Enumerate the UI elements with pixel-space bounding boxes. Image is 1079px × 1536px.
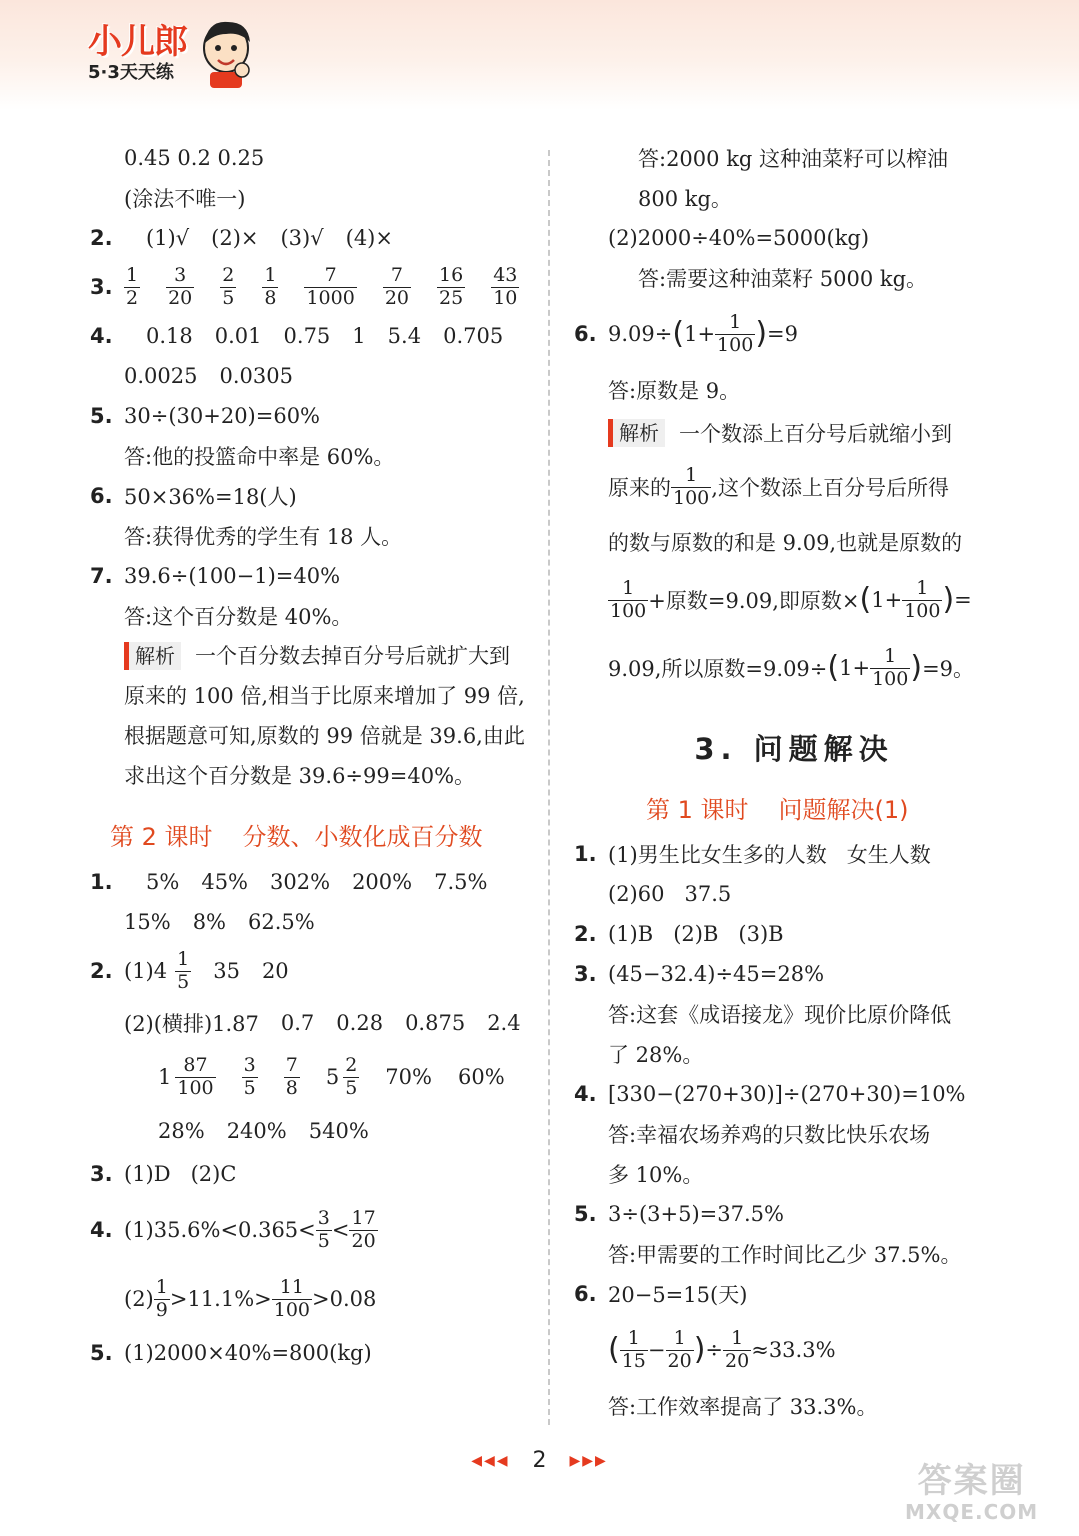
expression: 1+ (684, 322, 716, 346)
answer-item: 0.705 (443, 324, 504, 348)
practice-4-part-2 (90, 1266, 530, 1332)
mascot-boy-icon (196, 18, 258, 90)
fraction: $\frac{1}{100}$ (872, 644, 909, 690)
expression: 3÷(3+5)=37.5% (608, 1202, 784, 1226)
lesson-title: 分数、小数化成百分数 (242, 823, 483, 851)
watermark-url: MXQE.COM (905, 1500, 1039, 1524)
practice-1 (90, 862, 530, 902)
fraction: $\frac{1}{2}$ (126, 263, 139, 309)
fraction: $\frac{1}{8}$ (264, 263, 277, 309)
question-number: 1. (90, 870, 113, 894)
brand-title: 小儿郎 (88, 22, 187, 62)
lesson-number: 第 2 课时 (110, 823, 213, 851)
fraction: $\frac{1}{20}$ (725, 1326, 750, 1372)
fraction: $\frac{7}{20}$ (384, 263, 410, 309)
part-label: (2) (124, 1287, 154, 1311)
practice-5 (90, 1332, 530, 1374)
answer-item: 240% (226, 1119, 287, 1143)
solve-1 (574, 834, 1014, 874)
question-4 (90, 316, 530, 356)
section-title: 3. 问题解决 (694, 732, 894, 766)
operator: − (647, 1338, 666, 1362)
solve-2 (574, 914, 1014, 954)
analysis-text: +原数=9.09,即原数× (648, 589, 860, 613)
analysis-text: =9。 (922, 657, 975, 681)
practice-4 (90, 1194, 530, 1266)
analysis-text: 9.09,所以原数=9.09÷ (608, 657, 828, 681)
answer-item: 0.18 (146, 324, 193, 348)
answer-item: (2)× (211, 226, 259, 250)
expression: (1)2000×40%=800(kg) (124, 1341, 372, 1365)
operator: ÷ (705, 1338, 724, 1362)
question-number: 3. (90, 275, 113, 299)
answer-item: (4)× (345, 226, 393, 250)
expression: 39.6÷(100−1)=40% (124, 564, 341, 588)
inequality: >0.08 (312, 1287, 377, 1311)
analysis-text: 一个百分数去掉百分号后就扩大到原来的 100 倍,相当于比原来增加了 99 倍,根据题意可知,原数的 99 倍就是 39.6,由此求出这个百分数是 39.6÷99=40%。 (124, 644, 525, 788)
paren: ( (859, 582, 872, 617)
answer-item: 0.28 (336, 1011, 384, 1035)
expression: [330−(270+30)]÷(270+30)=10% (608, 1082, 966, 1106)
analysis-label: 解析 (124, 642, 181, 670)
fraction: $\frac{87}{100}$ (177, 1053, 214, 1099)
practice-2 (90, 942, 530, 1000)
answer-sentence: 答:原数是 9。 (608, 379, 741, 403)
practice-1-line-2 (90, 902, 530, 942)
question-number: 4. (90, 1218, 113, 1242)
mixed-whole: 1 (158, 1065, 172, 1089)
analysis-line-5 (574, 634, 1014, 702)
analysis-text: = (954, 588, 972, 612)
expression: (45−32.4)÷45=28% (608, 962, 825, 986)
mixed-whole: 5 (325, 1065, 340, 1089)
analysis-text: 原来的 (608, 476, 671, 500)
fraction: $\frac{1}{100}$ (610, 576, 647, 622)
fraction: $\frac{3}{5}$ (243, 1053, 256, 1099)
solve-3 (574, 954, 1014, 994)
answer-item: 5.4 (387, 324, 422, 348)
answer-item: 302% (270, 870, 331, 894)
practice-2-row-d (90, 1108, 530, 1154)
answer-item: 35 (213, 959, 240, 983)
brand-series: 5·3天天练 (88, 62, 174, 83)
analysis-text: ,这个数添上百分号后所得 (711, 476, 949, 500)
answer-item: 0.875 (405, 1011, 466, 1035)
question-number: 4. (90, 324, 113, 348)
fraction: $\frac{1}{100}$ (717, 310, 754, 356)
answer-item: 15% (124, 910, 171, 934)
fraction: $\frac{43}{10}$ (493, 263, 518, 309)
analysis-text: 1+ (839, 656, 871, 680)
left-arrows-icon: ◀◀◀ (471, 1453, 510, 1469)
question-number: 2. (574, 922, 597, 946)
question-number: 6. (574, 322, 597, 346)
question-number: 3. (574, 962, 597, 986)
fraction: $\frac{1}{15}$ (621, 1326, 646, 1372)
paren: ) (693, 1332, 706, 1367)
answer-item: (3)√ (280, 226, 324, 250)
expression: 9.09÷ (608, 322, 673, 346)
fraction: $\frac{1}{5}$ (177, 947, 190, 993)
answer-sentence: 答:2000 kg 这种油菜籽可以榨油 (638, 147, 949, 171)
fraction: $\frac{1}{100}$ (904, 576, 941, 622)
fraction: $\frac{3}{20}$ (168, 263, 193, 309)
answer-sentence: 答:甲需要的工作时间比乙少 37.5%。 (608, 1243, 962, 1267)
practice-3 (90, 1154, 530, 1194)
fraction: $\frac{1}{9}$ (155, 1275, 168, 1321)
answer-item: (1)男生比女生多的人数 女生人数 (608, 843, 931, 867)
answer-sentence: 答:获得优秀的学生有 18 人。 (124, 525, 403, 549)
fraction: $\frac{3}{5}$ (317, 1206, 330, 1252)
question-7 (90, 556, 530, 596)
question-number: 3. (90, 1162, 113, 1186)
analysis-line-2 (574, 456, 1014, 518)
analysis-label: 解析 (608, 419, 665, 447)
answer-sentence: 答:这个百分数是 40%。 (124, 605, 353, 629)
paren: ) (942, 582, 955, 617)
fraction: $\frac{1}{20}$ (667, 1326, 692, 1372)
answer-item: 1 (352, 324, 366, 348)
paren: ) (755, 316, 768, 351)
question-4-line-2 (90, 356, 530, 396)
lesson-heading (90, 812, 530, 862)
answer-item: 28% (158, 1119, 205, 1143)
question-5 (90, 396, 530, 436)
question-number: 1. (574, 842, 597, 866)
answer-sentence: 答:幸福农场养鸡的只数比快乐农场 (608, 1123, 931, 1147)
fraction: $\frac{17}{20}$ (351, 1206, 376, 1252)
question-6-right (574, 298, 1014, 370)
answer-item: 60% (457, 1065, 505, 1089)
practice-2-row-c (90, 1046, 530, 1108)
expression: ≈33.3% (751, 1338, 836, 1362)
question-6 (90, 476, 530, 516)
answer-item: 20 (261, 959, 289, 983)
answer-item: 0.01 (214, 324, 262, 348)
answer-item: 0.0305 (219, 364, 293, 388)
watermark-title: 答案圈 (917, 1461, 1026, 1501)
paren: ( (672, 316, 685, 351)
page-number: 2 (532, 1448, 547, 1473)
lesson-heading (574, 786, 1014, 834)
right-arrows-icon: ▶▶▶ (569, 1453, 608, 1469)
right-column (574, 138, 1014, 1426)
answer-item: 8% (192, 910, 227, 934)
brand-logo (88, 22, 187, 84)
expression: 20−5=15(天) (608, 1283, 748, 1307)
lesson-title: 问题解决(1) (778, 796, 909, 824)
expression: 50×36%=18(人) (124, 485, 297, 509)
question-number: 7. (90, 564, 113, 588)
answer-note: (涂法不唯一) (124, 187, 246, 211)
column-divider (548, 150, 550, 1425)
answer-sentence: 答:他的投篮命中率是 60%。 (124, 445, 395, 469)
answer-item: 0.7 (280, 1011, 315, 1035)
watermark (905, 1462, 1038, 1524)
answer-sentence: 答:工作效率提高了 33.3%。 (608, 1395, 878, 1419)
inequality: >11.1%> (169, 1287, 272, 1311)
solve-6-expression (574, 1314, 1014, 1386)
answer-item: 5% (146, 870, 180, 894)
fraction: $\frac{7}{1000}$ (306, 263, 355, 309)
question-number: 6. (90, 484, 113, 508)
fraction: $\frac{11}{100}$ (273, 1275, 311, 1321)
answer-item: (1)√ (146, 226, 190, 250)
analysis-block (90, 636, 530, 796)
paren: ( (827, 650, 840, 685)
question-number: 5. (90, 1341, 113, 1365)
answer-item: 0.0025 (124, 364, 198, 388)
fraction: $\frac{1}{100}$ (673, 463, 710, 509)
fraction: $\frac{2}{5}$ (345, 1053, 358, 1099)
question-number: 2. (90, 226, 113, 250)
answer-item: (2)(横排)1.87 (124, 1012, 259, 1036)
fraction: $\frac{16}{25}$ (439, 263, 464, 309)
answer-item: 45% (201, 870, 249, 894)
answer-sentence: 答:这套《成语接龙》现价比原价降低 (608, 1003, 952, 1027)
answer-item: 7.5% (434, 870, 488, 894)
answer-item: 0.75 (283, 324, 331, 348)
question-number: 4. (574, 1082, 597, 1106)
left-column (90, 138, 530, 1374)
fraction: $\frac{2}{5}$ (222, 263, 235, 309)
answer-item: 70% (385, 1065, 432, 1089)
expression: 30÷(30+20)=60% (124, 404, 321, 428)
answer-sentence: 800 kg。 (638, 187, 732, 211)
expression: =9 (767, 322, 798, 346)
practice-2-row-b (90, 1000, 530, 1046)
answer-item: 540% (308, 1119, 369, 1143)
answer-item: (1)D (2)C (124, 1162, 237, 1186)
solve-6 (574, 1274, 1014, 1314)
answer-item: (2)60 37.5 (608, 882, 732, 906)
solve-5 (574, 1194, 1014, 1234)
answer-item: 2.4 (487, 1011, 521, 1035)
answer-sentence: 多 10%。 (608, 1163, 704, 1187)
paren: ) (910, 650, 923, 685)
inequality-sign: < (331, 1218, 350, 1242)
question-number: 5. (574, 1202, 597, 1226)
analysis-text: 一个数添上百分号后就缩小到 (679, 422, 952, 446)
question-number: 5. (90, 404, 113, 428)
expression: (2)2000÷40%=5000(kg) (608, 226, 870, 250)
answer-sentence: 答:需要这种油菜籽 5000 kg。 (638, 267, 928, 291)
analysis-text: 1+ (871, 588, 903, 612)
answer-sentence: 了 28%。 (608, 1043, 704, 1067)
analysis-line-4 (574, 566, 1014, 634)
question-3 (90, 258, 530, 316)
answer-line: 0.45 0.2 0.25 (124, 146, 265, 170)
answer-item: 62.5% (248, 910, 315, 934)
analysis-line-3: 的数与原数的和是 9.09,也就是原数的 (608, 531, 963, 555)
fraction: $\frac{7}{8}$ (285, 1053, 298, 1099)
lesson-number: 第 1 课时 (646, 796, 749, 824)
analysis-line-1 (574, 410, 1014, 456)
answer-item: (1)B (2)B (3)B (608, 922, 784, 946)
inequality: (1)35.6%<0.365< (124, 1218, 316, 1242)
question-2 (90, 218, 530, 258)
answer-item: 200% (352, 870, 413, 894)
paren: ( (608, 1332, 620, 1367)
question-number: 2. (90, 959, 113, 983)
answer-item: (1)4 (124, 959, 168, 983)
question-number: 6. (574, 1282, 597, 1306)
solve-4 (574, 1074, 1014, 1114)
